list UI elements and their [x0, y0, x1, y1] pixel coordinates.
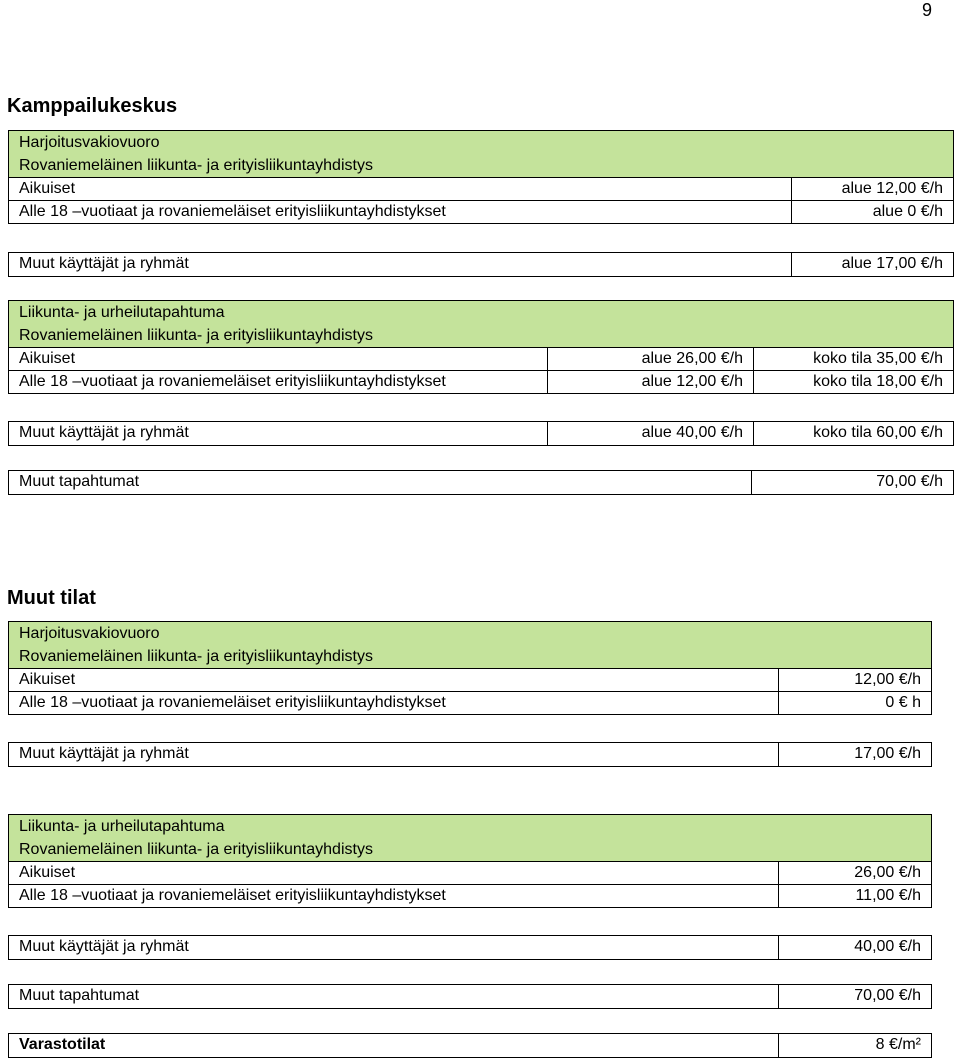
- row-price: 40,00 €/h: [778, 936, 931, 959]
- row-label: Muut käyttäjät ja ryhmät: [19, 255, 189, 272]
- table-row: [9, 347, 953, 370]
- row-price-alue: alue 12,00 €/h: [547, 371, 753, 393]
- kk-harjoitus-header-subtitle: Rovaniemeläinen liikunta- ja erityisliikuntayhdistys: [19, 157, 373, 174]
- table-row: [9, 200, 953, 223]
- row-price: alue 17,00 €/h: [791, 253, 953, 276]
- row-label: Alle 18 –vuotiaat ja rovaniemeläiset erityisliikuntayhdistykset: [19, 694, 446, 711]
- row-price-koko: koko tila 60,00 €/h: [753, 422, 953, 445]
- kk-tapahtuma-header: [9, 301, 953, 347]
- kk-tapahtuma-muut-table: [8, 421, 954, 446]
- table-row: [9, 253, 953, 276]
- mt-harjoitus-header: [9, 622, 931, 668]
- row-price: alue 0 €/h: [791, 201, 953, 223]
- row-label: Aikuiset: [19, 180, 76, 197]
- mt-harjoitus-table: [8, 621, 932, 715]
- row-label: Muut tapahtumat: [19, 987, 140, 1004]
- table-row: [9, 743, 931, 766]
- kk-harjoitus-header-title: Harjoitusvakiovuoro: [19, 134, 160, 151]
- mt-muut-tapahtumat-table: [8, 984, 932, 1009]
- row-label: Aikuiset: [19, 864, 76, 881]
- mt-harjoitus-muut-table: [8, 742, 932, 767]
- mt-harjoitus-header-title: Harjoitusvakiovuoro: [19, 625, 160, 642]
- kk-tapahtuma-header-subtitle: Rovaniemeläinen liikunta- ja erityisliikuntayhdistys: [19, 327, 373, 344]
- row-price: 11,00 €/h: [778, 885, 931, 907]
- row-label: Muut tapahtumat: [19, 473, 140, 490]
- row-price: 0 € h: [778, 692, 931, 714]
- row-price-koko: koko tila 18,00 €/h: [753, 371, 953, 393]
- table-row: [9, 691, 931, 714]
- row-price: 8 €/m²: [778, 1034, 931, 1057]
- row-price: 70,00 €/h: [778, 985, 931, 1008]
- row-price-koko: koko tila 35,00 €/h: [753, 348, 953, 370]
- row-label: Aikuiset: [19, 671, 76, 688]
- mt-harjoitus-header-subtitle: Rovaniemeläinen liikunta- ja erityisliikuntayhdistys: [19, 648, 373, 665]
- row-price: 70,00 €/h: [751, 471, 953, 494]
- table-row: [9, 1034, 931, 1057]
- kk-harjoitus-header: [9, 131, 953, 177]
- table-row: [9, 936, 931, 959]
- row-label-varastotilat: Varastotilat: [19, 1036, 106, 1053]
- table-row: [9, 177, 953, 200]
- table-row: [9, 884, 931, 907]
- row-price-alue: alue 40,00 €/h: [547, 422, 753, 445]
- mt-tapahtuma-muut-table: [8, 935, 932, 960]
- row-label: Alle 18 –vuotiaat ja rovaniemeläiset erityisliikuntayhdistykset: [19, 203, 446, 220]
- section-title-muut-tilat: Muut tilat: [7, 587, 96, 609]
- table-row: [9, 370, 953, 393]
- mt-tapahtuma-header-title: Liikunta- ja urheilutapahtuma: [19, 818, 225, 835]
- row-price-alue: alue 26,00 €/h: [547, 348, 753, 370]
- table-row: [9, 471, 953, 494]
- row-label: Alle 18 –vuotiaat ja rovaniemeläiset erityisliikuntayhdistykset: [19, 373, 446, 390]
- row-label: Muut käyttäjät ja ryhmät: [19, 424, 189, 441]
- row-price: 12,00 €/h: [778, 669, 931, 691]
- kk-tapahtuma-table: [8, 300, 954, 394]
- page-number: 9: [921, 0, 932, 20]
- row-price: 26,00 €/h: [778, 862, 931, 884]
- kk-harjoitus-table: [8, 130, 954, 224]
- row-label: Alle 18 –vuotiaat ja rovaniemeläiset erityisliikuntayhdistykset: [19, 887, 446, 904]
- kk-tapahtuma-header-title: Liikunta- ja urheilutapahtuma: [19, 304, 225, 321]
- mt-tapahtuma-table: [8, 814, 932, 908]
- mt-tapahtuma-header-subtitle: Rovaniemeläinen liikunta- ja erityisliikuntayhdistys: [19, 841, 373, 858]
- row-label: Aikuiset: [19, 350, 76, 367]
- kk-harjoitus-muut-table: [8, 252, 954, 277]
- mt-tapahtuma-header: [9, 815, 931, 861]
- table-row: [9, 861, 931, 884]
- row-label: Muut käyttäjät ja ryhmät: [19, 938, 189, 955]
- row-price: alue 12,00 €/h: [791, 178, 953, 200]
- row-price: 17,00 €/h: [778, 743, 931, 766]
- kk-muut-tapahtumat-table: [8, 470, 954, 495]
- row-label: Muut käyttäjät ja ryhmät: [19, 745, 189, 762]
- section-title-kamppailukeskus: Kamppailukeskus: [7, 95, 178, 117]
- table-row: [9, 985, 931, 1008]
- mt-varastotilat-table: [8, 1033, 932, 1058]
- table-row: [9, 422, 953, 445]
- table-row: [9, 668, 931, 691]
